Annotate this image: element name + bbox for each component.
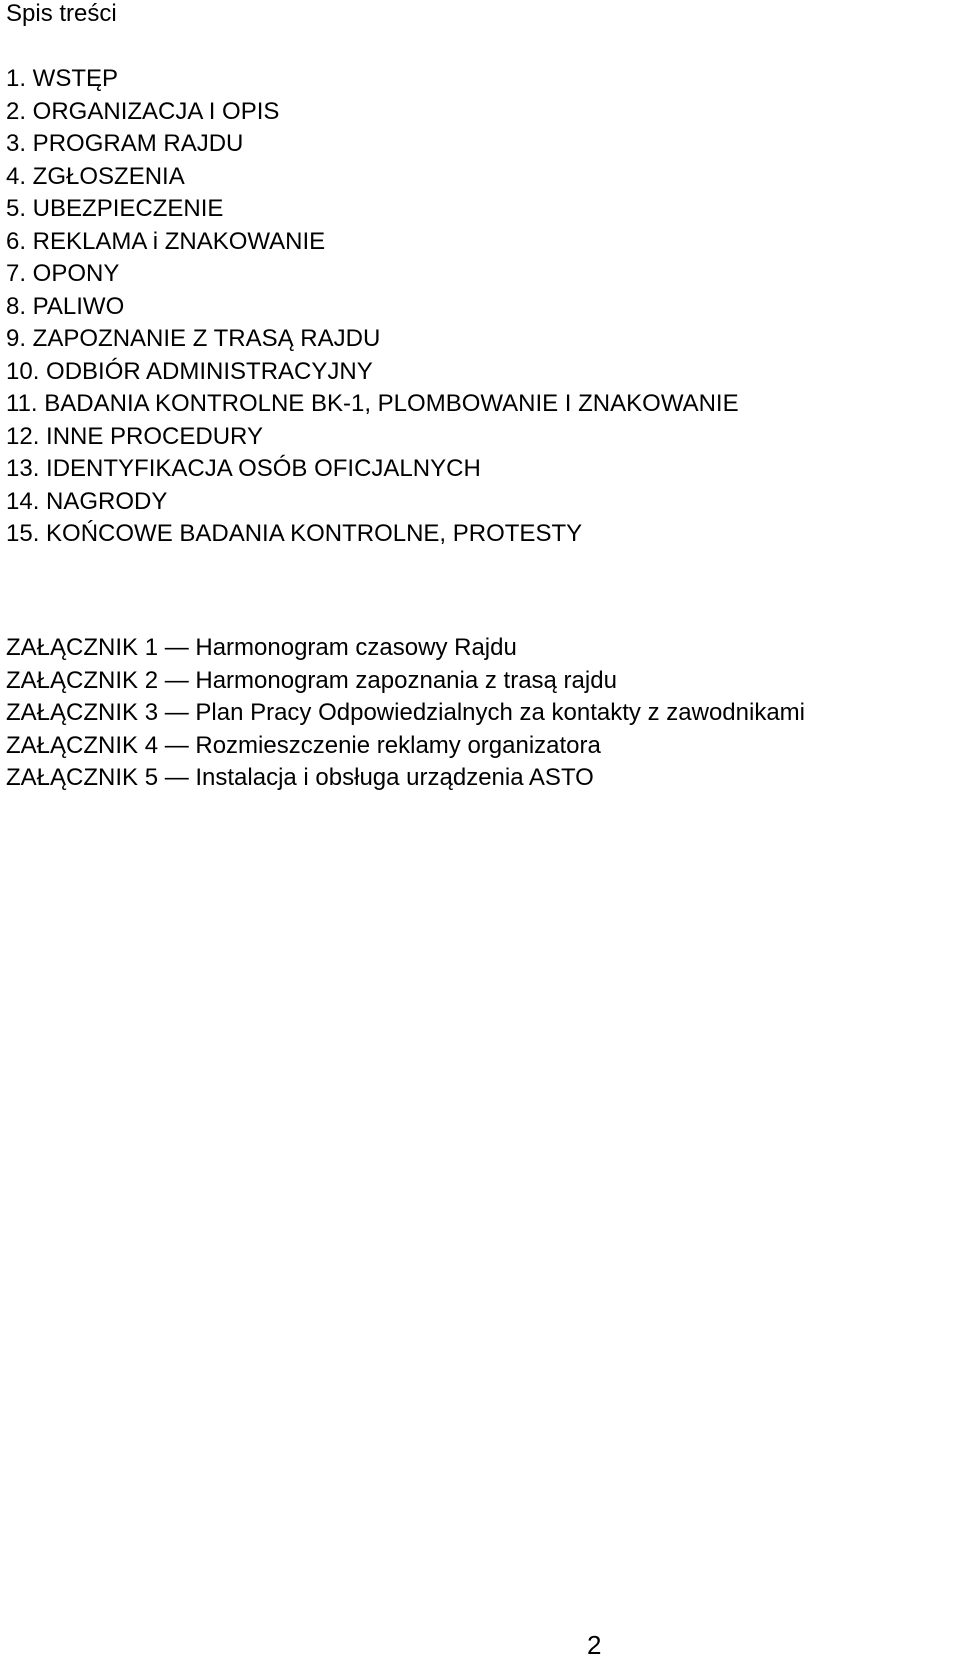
page-number: 2	[587, 1630, 602, 1660]
toc-item: 7. OPONY	[6, 260, 120, 287]
toc-item: 10. ODBIÓR ADMINISTRACYJNY	[6, 357, 373, 385]
toc-item: 8. PALIWO	[6, 292, 125, 320]
toc-item: 11. BADANIA KONTROLNE BK-1, PLOMBOWANIE I ZNAKOWANIE	[6, 390, 739, 417]
annex-item: ZAŁĄCZNIK 4 — Rozmieszczenie reklamy organizatora	[6, 731, 601, 759]
annex-item: ZAŁĄCZNIK 3 — Plan Pracy Odpowiedzialnych za kontakty z zawodnikami	[6, 699, 805, 726]
toc-item: 12. INNE PROCEDURY	[6, 422, 263, 450]
toc-item: 2. ORGANIZACJA I OPIS	[6, 97, 280, 125]
annex-item: ZAŁĄCZNIK 1 — Harmonogram czasowy Rajdu	[6, 634, 517, 661]
annex-list	[6, 632, 805, 795]
toc-item: 13. IDENTYFIKACJA OSÓB OFICJALNYCH	[6, 455, 481, 482]
table-of-contents	[6, 63, 739, 551]
page-title: Spis treści	[6, 0, 117, 27]
toc-item: 1. WSTĘP	[6, 65, 119, 92]
annex-item: ZAŁĄCZNIK 2 — Harmonogram zapoznania z trasą rajdu	[6, 666, 617, 694]
toc-item: 5. UBEZPIECZENIE	[6, 195, 224, 222]
toc-item: 4. ZGŁOSZENIA	[6, 162, 185, 190]
toc-item: 14. NAGRODY	[6, 487, 168, 515]
toc-item: 3. PROGRAM RAJDU	[6, 130, 244, 157]
toc-item: 9. ZAPOZNANIE Z TRASĄ RAJDU	[6, 325, 381, 352]
annex-item: ZAŁĄCZNIK 5 — Instalacja i obsługa urządzenia ASTO	[6, 764, 594, 791]
toc-item: 6. REKLAMA i ZNAKOWANIE	[6, 227, 326, 255]
toc-item: 15. KOŃCOWE BADANIA KONTROLNE, PROTESTY	[6, 520, 583, 547]
